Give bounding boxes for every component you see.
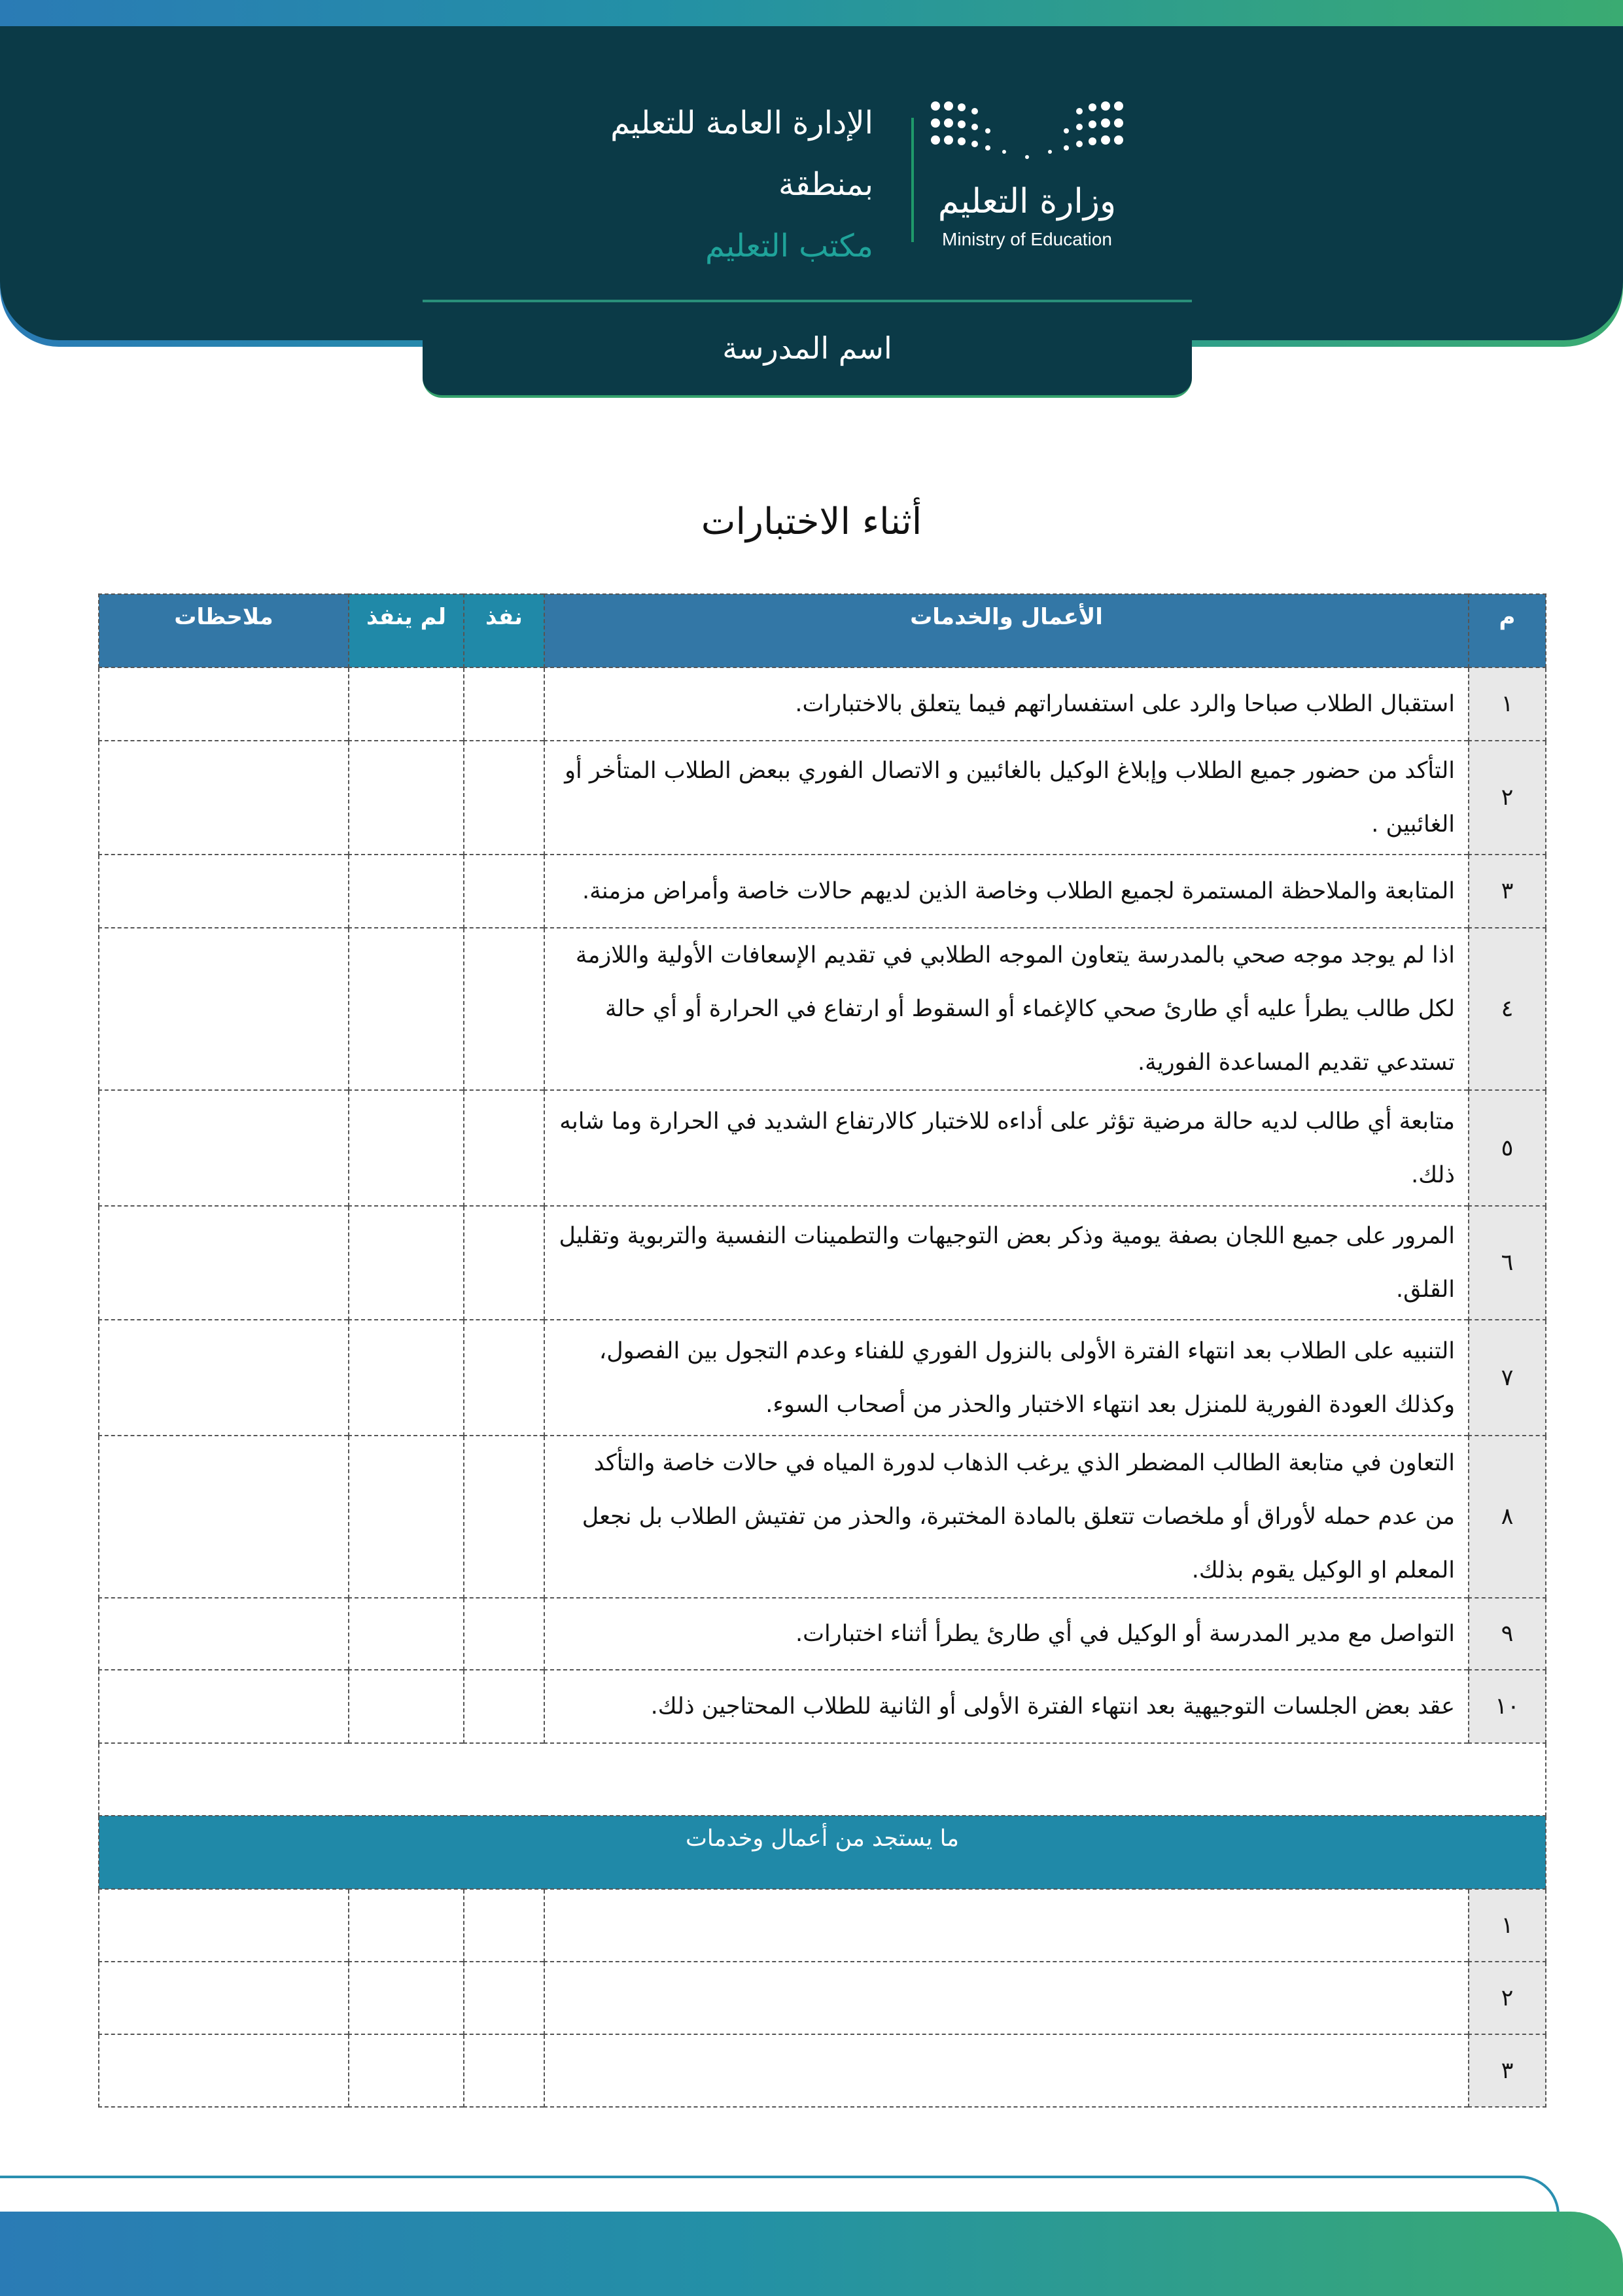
notdone-cell[interactable] (349, 855, 464, 928)
row-number: ٦ (1469, 1206, 1546, 1320)
row-number: ٤ (1469, 928, 1546, 1090)
notes-cell[interactable] (99, 1206, 349, 1320)
task-text: التنبيه على الطلاب بعد انتهاء الفترة الأولى بالنزول الفوري للفناء وعدم التجول بين الفصول، وكذلك العودة الفورية للمنزل بعد انتهاء الاختبار والحذر من أصحاب السوء. (544, 1320, 1469, 1436)
notes-cell[interactable] (99, 741, 349, 855)
done-cell[interactable] (464, 1598, 544, 1670)
notdone-cell[interactable] (349, 1206, 464, 1320)
col-header-num: م (1469, 594, 1546, 667)
done-cell[interactable] (464, 1090, 544, 1206)
row-number: ٥ (1469, 1090, 1546, 1206)
notdone-cell[interactable] (349, 1436, 464, 1598)
table-row (99, 1320, 1546, 1436)
col-header-notdone: لم ينفذ (349, 594, 464, 667)
notes-cell[interactable] (99, 1090, 349, 1206)
ministry-logo (922, 98, 1138, 262)
table-row (99, 741, 1546, 855)
extra-section-header (99, 1816, 1546, 1889)
logo-divider (911, 118, 914, 242)
done-cell[interactable] (464, 1436, 544, 1598)
tasks-table (98, 593, 1546, 2108)
row-number: ٢ (1469, 741, 1546, 855)
table-row (99, 1889, 1546, 1962)
col-header-done: نفذ (464, 594, 544, 667)
svg-text:وزارة التعليم: وزارة التعليم (937, 182, 1117, 221)
col-header-task: الأعمال والخدمات (544, 594, 1469, 667)
notdone-cell[interactable] (349, 1320, 464, 1436)
notdone-cell[interactable] (349, 741, 464, 855)
notdone-cell[interactable] (349, 2034, 464, 2107)
row-number: ٣ (1469, 2034, 1546, 2107)
notdone-cell[interactable] (349, 928, 464, 1090)
col-header-notes: ملاحظات (99, 594, 349, 667)
notes-cell[interactable] (99, 1962, 349, 2034)
notdone-cell[interactable] (349, 1962, 464, 2034)
table-row (99, 1598, 1546, 1670)
footer-gradient-bar (0, 2212, 1623, 2296)
notes-cell[interactable] (99, 928, 349, 1090)
notes-cell[interactable] (99, 1320, 349, 1436)
done-cell[interactable] (464, 1670, 544, 1743)
task-text: المتابعة والملاحظة المستمرة لجميع الطلاب وخاصة الذين لديهم حالات خاصة وأمراض مزمنة. (544, 855, 1469, 928)
task-cell[interactable] (544, 1962, 1469, 2034)
blank-cell (99, 1743, 1546, 1816)
table-header-row (99, 594, 1546, 667)
office-name: مكتب التعليم (705, 228, 873, 264)
notes-cell[interactable] (99, 1436, 349, 1598)
table-row (99, 1670, 1546, 1743)
row-number: ٢ (1469, 1962, 1546, 2034)
row-number: ٣ (1469, 855, 1546, 928)
notes-cell[interactable] (99, 1889, 349, 1962)
table-row (99, 1962, 1546, 2034)
table-row (99, 1090, 1546, 1206)
extra-section-title: ما يستجد من أعمال وخدمات (99, 1816, 1546, 1889)
notes-cell[interactable] (99, 667, 349, 741)
done-cell[interactable] (464, 667, 544, 741)
blank-row (99, 1743, 1546, 1816)
notdone-cell[interactable] (349, 1889, 464, 1962)
directorate-name: الإدارة العامة للتعليم (610, 105, 873, 141)
notdone-cell[interactable] (349, 667, 464, 741)
notdone-cell[interactable] (349, 1670, 464, 1743)
row-number: ١٠ (1469, 1670, 1546, 1743)
task-cell[interactable] (544, 2034, 1469, 2107)
notes-cell[interactable] (99, 1598, 349, 1670)
task-cell[interactable] (544, 1889, 1469, 1962)
task-text: المرور على جميع اللجان بصفة يومية وذكر بعض التوجيهات والتطمينات النفسية والتربوية وتقليل القلق. (544, 1206, 1469, 1320)
done-cell[interactable] (464, 2034, 544, 2107)
done-cell[interactable] (464, 928, 544, 1090)
done-cell[interactable] (464, 1962, 544, 2034)
row-number: ٩ (1469, 1598, 1546, 1670)
row-number: ١ (1469, 1889, 1546, 1962)
notes-cell[interactable] (99, 1670, 349, 1743)
notes-cell[interactable] (99, 855, 349, 928)
notdone-cell[interactable] (349, 1598, 464, 1670)
notes-cell[interactable] (99, 2034, 349, 2107)
table-row (99, 928, 1546, 1090)
svg-text:Ministry of Education: Ministry of Education (942, 229, 1112, 249)
task-text: اذا لم يوجد موجه صحي بالمدرسة يتعاون الموجه الطلابي في تقديم الإسعافات الأولية واللازمة لكل طالب يطرأ عليه أي طارئ صحي كالإغماء أو السقوط أو ارتفاع في الحرارة أو أي حالة تستدعي تقديم المساعدة الفورية. (544, 928, 1469, 1090)
row-number: ١ (1469, 667, 1546, 741)
row-number: ٧ (1469, 1320, 1546, 1436)
notdone-cell[interactable] (349, 1090, 464, 1206)
task-text: استقبال الطلاب صباحا والرد على استفساراتهم فيما يتعلق بالاختبارات. (544, 667, 1469, 741)
page-title: أثناء الاختبارات (701, 501, 922, 543)
done-cell[interactable] (464, 1889, 544, 1962)
task-text: متابعة أي طالب لديه حالة مرضية تؤثر على أداءه للاختبار كالارتفاع الشديد في الحرارة وما شابه ذلك. (544, 1090, 1469, 1206)
task-text: عقد بعض الجلسات التوجيهية بعد انتهاء الفترة الأولى أو الثانية للطلاب المحتاجين ذلك. (544, 1670, 1469, 1743)
done-cell[interactable] (464, 741, 544, 855)
done-cell[interactable] (464, 1320, 544, 1436)
task-text: التأكد من حضور جميع الطلاب وإبلاغ الوكيل بالغائبين و الاتصال الفوري ببعض الطلاب المتأخر أو الغائبين . (544, 741, 1469, 855)
task-text: التعاون في متابعة الطالب المضطر الذي يرغب الذهاب لدورة المياه في حالات خاصة والتأكد من عدم حمله لأوراق أو ملخصات تتعلق بالمادة المختبرة، والحذر من تفتيش الطلاب بل نجعل المعلم او الوكيل يقوم بذلك. (544, 1436, 1469, 1598)
done-cell[interactable] (464, 1206, 544, 1320)
table-row (99, 667, 1546, 741)
table-row (99, 2034, 1546, 2107)
table-row (99, 1206, 1546, 1320)
school-name-box: اسم المدرسة (423, 300, 1192, 398)
table-row (99, 855, 1546, 928)
done-cell[interactable] (464, 855, 544, 928)
table-row (99, 1436, 1546, 1598)
region-name: بمنطقة (778, 166, 873, 203)
row-number: ٨ (1469, 1436, 1546, 1598)
task-text: التواصل مع مدير المدرسة أو الوكيل في أي طارئ يطرأ أثناء اختبارات. (544, 1598, 1469, 1670)
